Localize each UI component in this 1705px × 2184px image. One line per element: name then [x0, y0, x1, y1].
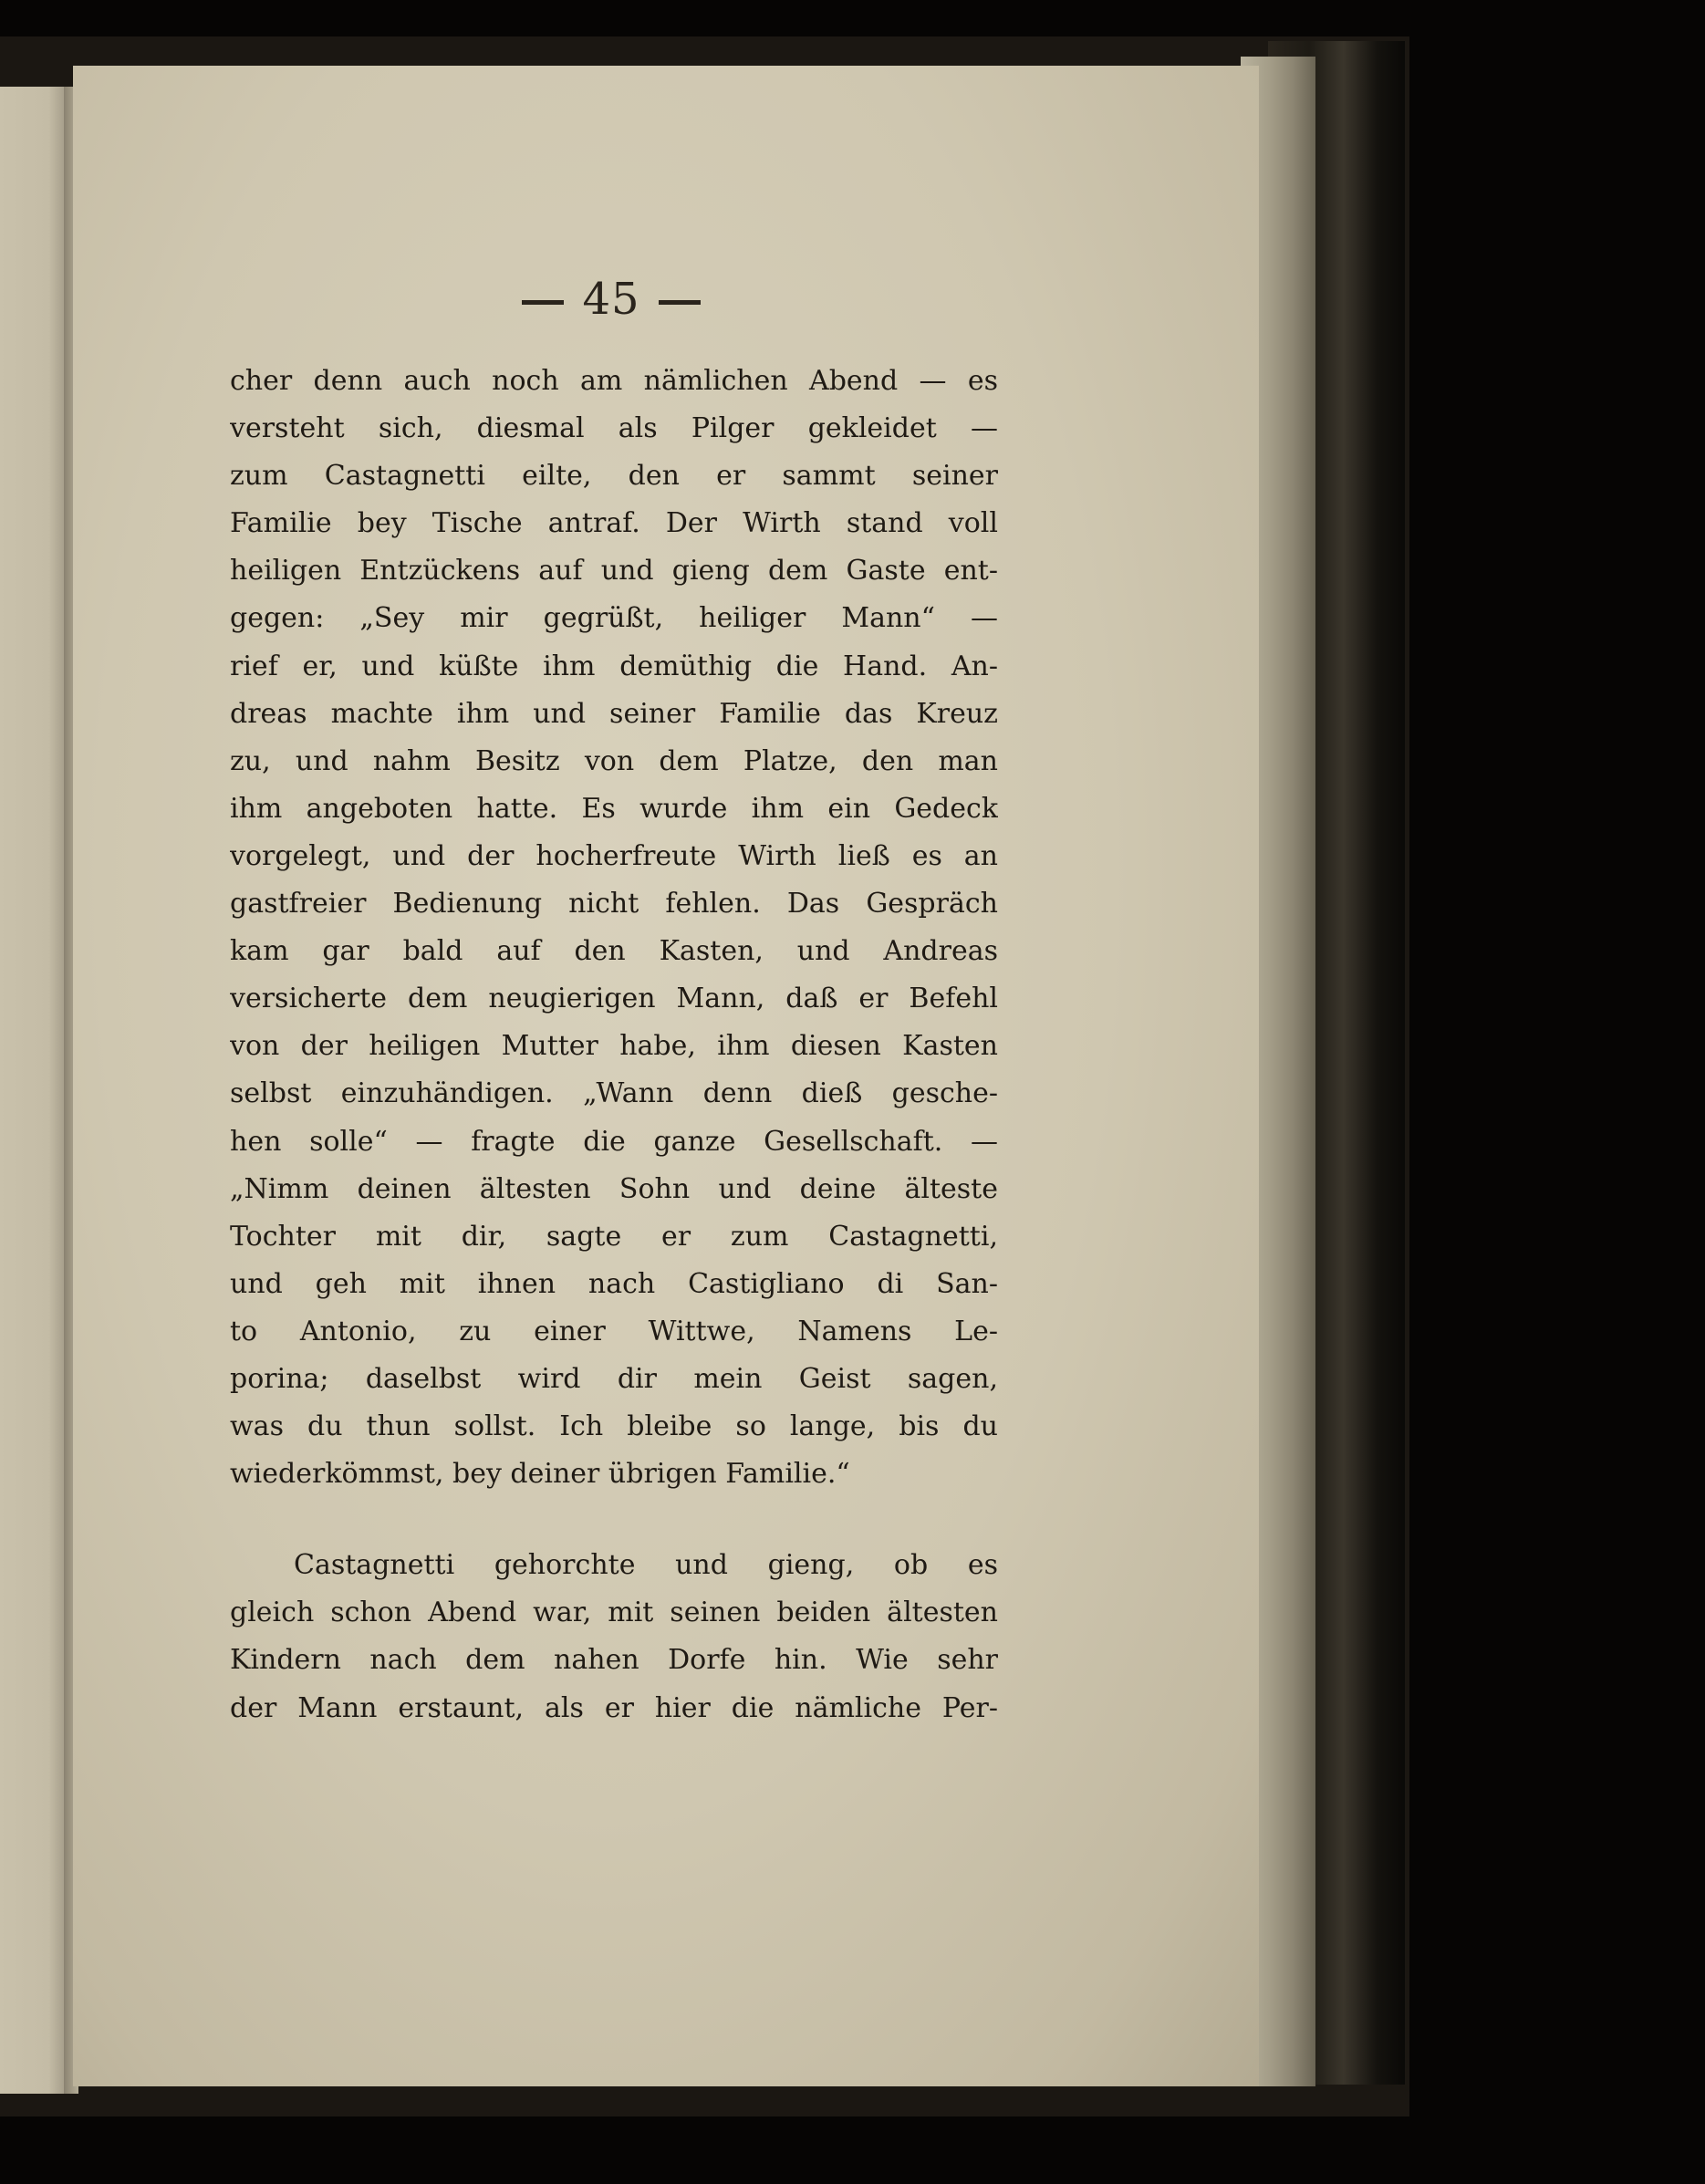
text-line: to Antonio, zu einer Wittwe, Namens Le- — [230, 1315, 998, 1347]
text-line: von der heiligen Mutter habe, ihm diesen Kasten — [230, 1030, 998, 1063]
text-line: versicherte dem neugierigen Mann, daß er Befehl — [230, 983, 998, 1015]
text-line: Familie bey Tische antraf. Der Wirth stand voll — [230, 507, 998, 540]
text-line: porina; daselbst wird dir mein Geist sagen, — [230, 1362, 998, 1395]
text-line: dreas machte ihm und seiner Familie das Kreuz — [230, 697, 998, 730]
text-line: Castagnetti gehorchte und gieng, ob es — [294, 1549, 998, 1582]
text-line: zum Castagnetti eilte, den er sammt seiner — [230, 460, 998, 493]
text-line: selbst einzuhändigen. „Wann denn dieß gesche- — [230, 1077, 998, 1110]
text-line: vorgelegt, und der hocherfreute Wirth ließ es an — [230, 839, 998, 872]
text-line: der Mann erstaunt, als er hier die nämliche Per- — [230, 1691, 998, 1724]
text-line: Kindern nach dem nahen Dorfe hin. Wie sehr — [230, 1644, 998, 1677]
page-number-value: 45 — [582, 274, 640, 325]
text-line: „Nimm deinen ältesten Sohn und deine älteste — [230, 1172, 998, 1205]
text-line: cher denn auch noch am nämlichen Abend — es — [230, 365, 998, 397]
text-line: und geh mit ihnen nach Castigliano di San- — [230, 1267, 998, 1300]
text-line: gastfreier Bedienung nicht fehlen. Das Gespräch — [230, 888, 998, 920]
text-line: gegen: „Sey mir gegrüßt, heiliger Mann“ — — [230, 602, 998, 635]
paragraph-1 — [230, 358, 998, 1498]
text-line: heiligen Entzückens auf und gieng dem Gaste ent- — [230, 555, 998, 588]
paragraph-spacer — [230, 1498, 998, 1542]
dash-right-icon — [659, 300, 701, 305]
text-line: was du thun sollst. Ich bleibe so lange, bis du — [230, 1410, 998, 1443]
text-line: versteht sich, diesmal als Pilger gekleidet — — [230, 412, 998, 445]
text-line: hen solle“ — fragte die ganze Gesellschaft. — — [230, 1125, 998, 1158]
text-line: kam gar bald auf den Kasten, und Andreas — [230, 935, 998, 968]
text-line: zu, und nahm Besitz von dem Platze, den man — [230, 744, 998, 777]
text-line: rief er, und küßte ihm demüthig die Hand. An- — [230, 650, 998, 682]
page-body-text — [230, 358, 998, 1732]
text-line: wiederkömmst, bey deiner übrigen Familie.“ — [230, 1458, 850, 1491]
page-number — [474, 274, 748, 325]
text-line: Tochter mit dir, sagte er zum Castagnetti, — [230, 1220, 998, 1253]
text-line: gleich schon Abend war, mit seinen beiden ältesten — [230, 1596, 998, 1629]
text-line: ihm angeboten hatte. Es wurde ihm ein Gedeck — [230, 792, 998, 825]
left-page-fragment — [0, 87, 69, 2094]
dash-left-icon — [522, 300, 564, 305]
paragraph-2 — [230, 1542, 998, 1732]
